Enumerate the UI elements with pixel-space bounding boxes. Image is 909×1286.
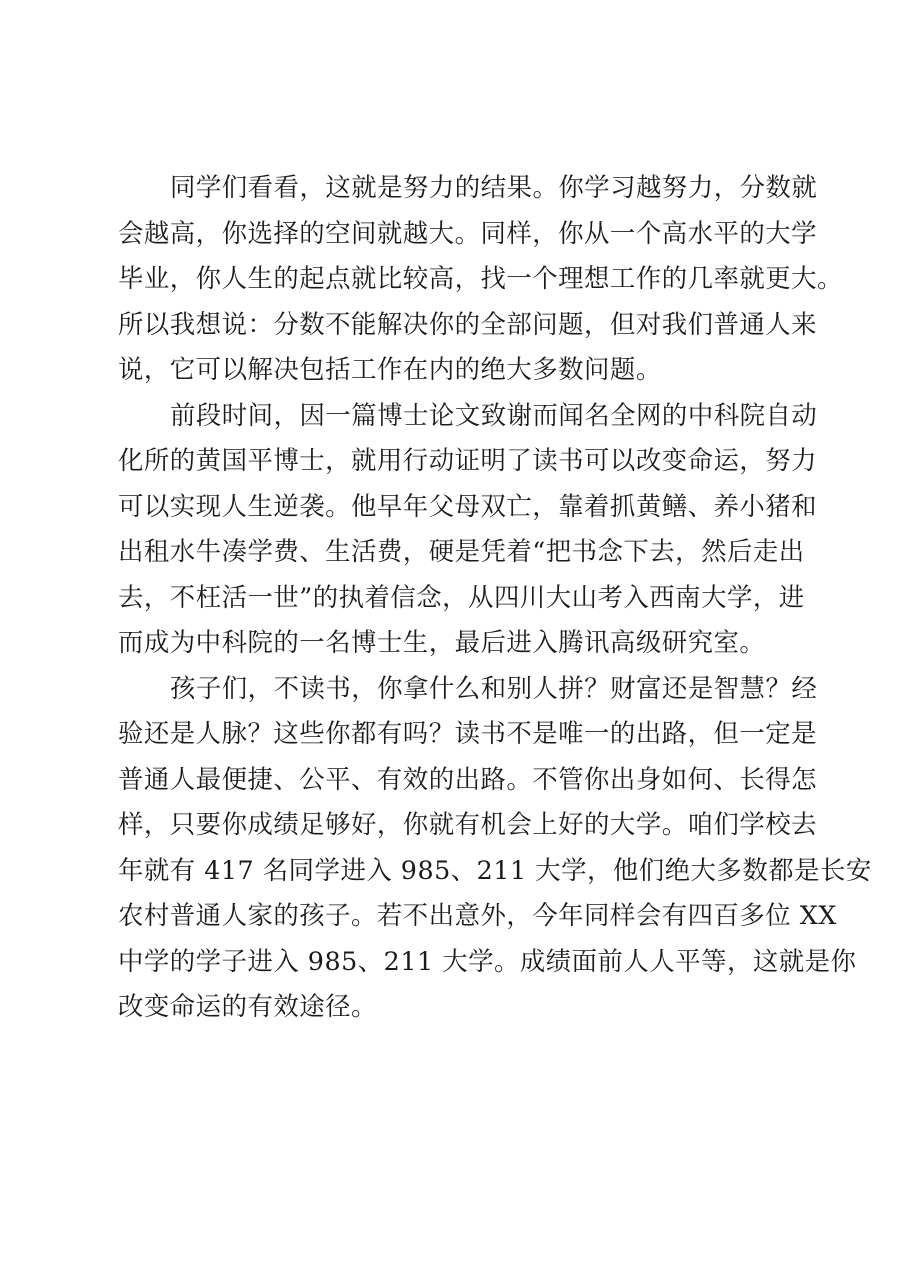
- paragraph-line: 普通人最便捷、公平、有效的出路。不管你出身如何、长得怎: [118, 763, 818, 794]
- paragraph-line: 中学的学子进入 985、211 大学。成绩面前人人平等，这就是你: [118, 945, 857, 976]
- paragraph-line: 可以实现人生逆袭。他早年父母双亡，靠着抓黄鳝、养小猪和: [118, 490, 818, 521]
- paragraph-line: 会越高，你选择的空间就越大。同样，你从一个高水平的大学: [118, 217, 818, 248]
- paragraph-line: 孩子们，不读书，你拿什么和别人拼？财富还是智慧？经: [170, 672, 818, 703]
- paragraph-line: 出租水牛凑学费、生活费，硬是凭着“把书念下去，然后走出: [118, 536, 805, 566]
- paragraph-line: 所以我想说：分数不能解决你的全部问题，但对我们普通人来: [118, 308, 818, 339]
- paragraph-line: 前段时间，因一篇博士论文致谢而闻名全网的中科院自动: [170, 399, 818, 430]
- paragraph-line: 说，它可以解决包括工作在内的绝大多数问题。: [118, 354, 662, 384]
- paragraph-line: 去，不枉活一世”的执着信念，从四川大山考入西南大学，进: [118, 581, 805, 612]
- paragraph-line: 验还是人脉？这些你都有吗？读书不是唯一的出路，但一定是: [118, 718, 818, 748]
- document-body: [118, 165, 872, 1030]
- paragraph-2: [118, 393, 818, 666]
- paragraph-line: 改变命运的有效途径。: [118, 991, 377, 1021]
- paragraph-3: [118, 666, 872, 1030]
- paragraph-line: 而成为中科院的一名博士生，最后进入腾讯高级研究室。: [118, 627, 766, 657]
- paragraph-line: 样，只要你成绩足够好，你就有机会上好的大学。咱们学校去: [118, 809, 818, 839]
- paragraph-line: 农村普通人家的孩子。若不出意外，今年同样会有四百多位 XX: [118, 900, 837, 930]
- paragraph-line: 化所的黄国平博士，就用行动证明了读书可以改变命运，努力: [118, 445, 818, 475]
- paragraph-line: 年就有 417 名同学进入 985、211 大学，他们绝大多数都是长安: [118, 854, 872, 885]
- paragraph-line: 同学们看看，这就是努力的结果。你学习越努力，分数就: [170, 172, 818, 202]
- paragraph-1: [118, 165, 843, 393]
- paragraph-line: 毕业，你人生的起点就比较高，找一个理想工作的几率就更大。: [118, 263, 843, 293]
